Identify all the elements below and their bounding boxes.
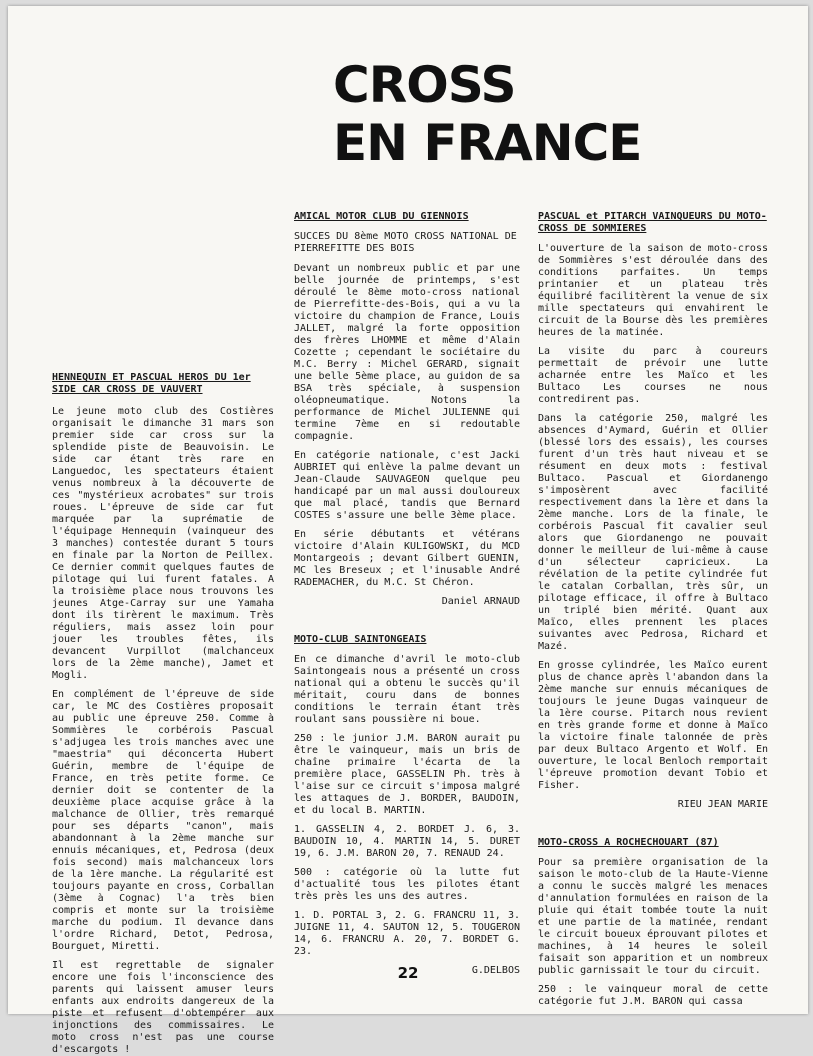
article-paragraph: En grosse cylindrée, les Maïco eurent plus de chance après l'abandon dans la 2ème manche sur ennuis mécaniques de toujours le jeune Dugas vainqueur de la 1ère course. Pitarch nous revient en très grande forme et donne à Maïco la victoire finale talonnée de près par deux Bultaco Argento et Wolf. En ouverture, le local Benloch remportait l'épreuve promotion devant Tobio et Fisher. [538,660,768,791]
article-heading-hennequin-pascual: HENNEQUIN ET PASCUAL HEROS DU 1er SIDE CAR CROSS DE VAUVERT [52,372,251,395]
article-paragraph: La visite du parc à coureurs permettait de prévoir une lutte acharnée entre les Maïco et les Bultaco Les courses ne nous contredirent pas. [538,346,768,405]
article-paragraph: Pour sa première organisation de la saison le moto-club de la Haute-Vienne a connu le succès malgré les menaces d'annulation formulées en raison de la pluie qui était tombée toute la nuit et une partie de la matinée, rendant le circuit boueux éprouvant pilotes et machines, à 14 heures le soleil faisait son apparition et un nombreux public garnissait le tour du circuit. [538,857,768,976]
article-paragraph: Devant un nombreux public et par une belle journée de printemps, s'est déroulé le 8ème moto-cross national de Pierrefitte-des-Bois, qui a vu la victoire du champion de France, Louis JALLET, malgré la forte opposition des frères LHOMME et même d'Alain Cozette ; cependant le sociétaire du M.C. Berry : Michel GERARD, signait une belle 5ème place, au guidon de sa BSA très spéciale, à suspension oléopneumatique. Notons la performance de Michel JULIENNE qui termine 7ème en si redoutable compagnie. [294,263,520,442]
article-paragraph: En complément de l'épreuve de side car, le MC des Costières proposait au public une épreuve 250. Comme à Sommières le corbérois Pascual s'adjugea les trois manches avec une "maestria" qui déconcerta Hubert Guérin, membre de l'équipe de France, en très petite forme. Ce dernier doit se contenter de la deuxième place acquise grâce à la malchance de Ollier, très remarqué pour ses départs "canon", mais abandonnant à la 2ème manche sur ennuis mécaniques, et, Pedrosa (deux fois second) mais malchanceux lors de la 1ère manche. La régularité est toujours payante en cross, Corballan (3ème à Cognac) l'a très bien compris et monte sur la troisième marche du podium. Il devance dans l'ordre Richard, Detot, Pedrosa, Bourguet, Miretti. [52,689,274,952]
results-list: 1. D. PORTAL 3, 2. G. FRANCRU 11, 3. JUIGNE 11, 4. SAUTON 12, 5. TOUGERON 14, 6. FRANCRU A. 20, 7. BORDET G. 23. [294,910,520,957]
article-column-3 [538,211,768,1007]
article-paragraph: En ce dimanche d'avril le moto-club Saintongeais nous a présenté un cross national qui a obtenu le succès qu'il méritait, couru dans de bonnes conditions le terrain étant très roulant sans poussière ni boue. [294,654,520,725]
author-signature: RIEU JEAN MARIE [677,799,768,810]
article-heading-saintongeais: MOTO-CLUB SAINTONGEAIS [294,634,427,645]
article-paragraph: Il est regrettable de signaler encore une fois l'inconscience des parents qui laissent amuser leurs enfants aux endroits dangereux de la piste et refusent d'obtempérer aux injonctions des commissaires. Le moto cross n'est pas une course d'escargots ! [52,960,274,1055]
article-paragraph: 500 : catégorie où la lutte fut d'actualité tous les pilotes étant très près les uns des autres. [294,867,520,902]
article-heading-sommieres: PASCUAL et PITARCH VAINQUEURS DU MOTO-CROSS DE SOMMIERES [538,211,767,234]
magazine-page [8,6,808,1055]
results-list: 1. GASSELIN 4, 2. BORDET J. 6, 3. BAUDOIN 10, 4. MARTIN 14, 5. DURET 19, 6. J.M. BARON 20, 7. RENAUD 24. [294,824,520,859]
article-heading-giennois: AMICAL MOTOR CLUB DU GIENNOIS [294,211,469,222]
article-paragraph: En série débutants et vétérans victoire d'Alain KULIGOWSKI, du MCD Montargeois ; devant Gilbert GUENIN, MC les Breseux ; et l'inusable André RADEMACHER, du M.C. St Chéron. [294,529,520,588]
article-column-2 [294,211,520,991]
article-column-1 [52,372,274,1055]
article-paragraph: En catégorie nationale, c'est Jacki AUBRIET qui enlève la palme devant un Jean-Claude SAUVAGEON quelque peu handicapé par un mal aussi douloureux que mal placé, tandis que Bernard COSTES s'assure une belle 3ème place. [294,450,520,521]
article-heading-rochechouart: MOTO-CROSS A ROCHECHOUART (87) [538,837,719,848]
page-title-line-2: EN FRANCE [333,114,642,172]
article-paragraph: Le jeune moto club des Costières organisait le dimanche 31 mars son premier side car cross sur la splendide piste de Beauvoisin. Le side car étant très rare en Languedoc, les spectateurs étaient venus nombreux à la découverte de ces "mystérieux acrobates" sur trois roues. L'épreuve de side car fut marquée par la suprématie de l'équipage Hennequin (vainqueur des 3 manches) contestée durant 5 tours en finale par la Norton de Peillex. Ce dernier commit quelques fautes de pilotage qui lui furent fatales. A la troisième place nous trouvons les jeunes Atge-Carray sur une Yamaha dont ils tirèrent le maximum. Très réguliers, mais assez loin pour jouer les troubles fêtes, ils devancent Vurpillot (malchanceux lors de la 2ème manche), Jamet et Mogli. [52,406,274,681]
author-signature: Daniel ARNAUD [441,596,520,607]
page-number: 22 [397,964,419,982]
article-paragraph: Dans la catégorie 250, malgré les absences d'Aymard, Guérin et Ollier (blessé lors des essais), les courses furent d'un très haut niveau et se résument en deux mots : festival Bultaco. Pascual et Giordanengo s'imposèrent avec facilité respectivement dans la 1ère et dans la 2ème manche. Lors de la finale, le corbérois Pascual fit cavalier seul alors que Giordanengo ne pouvait donner le meilleur de lui-même à cause d'un sélecteur capricieux. La révélation de la petite cylindrée fut le catalan Corballan, très sûr, un pilotage efficace, il offre à Bultaco un triplé bien mérité. Quant aux Maïco, elles prennent les places suivantes avec Pedrosa, Richard et Mazé. [538,413,768,652]
article-paragraph: 250 : le vainqueur moral de cette catégorie fut J.M. BARON qui cassa [538,984,768,1007]
article-paragraph: 250 : le junior J.M. BARON aurait pu être le vainqueur, mais un bris de chaîne primaire l'écarta de la première place, GASSELIN Ph. très à l'aise sur ce circuit s'imposa malgré les attaques de J. BORDER, BAUDOIN, et du local B. MARTIN. [294,733,520,816]
author-signature: G.DELBOS [471,965,520,976]
article-paragraph: L'ouverture de la saison de moto-cross de Sommières s'est déroulée dans des conditions parfaites. Un temps printanier et un plateau très équilibré facilitèrent la venue de six mille spectateurs qui envahirent le circuit de la Bourse dès les premières heures de la matinée. [538,243,768,338]
article-subheading: SUCCES DU 8ème MOTO CROSS NATIONAL DE PIERREFITTE DES BOIS [294,231,517,254]
page-title-line-1: CROSS [333,56,516,114]
